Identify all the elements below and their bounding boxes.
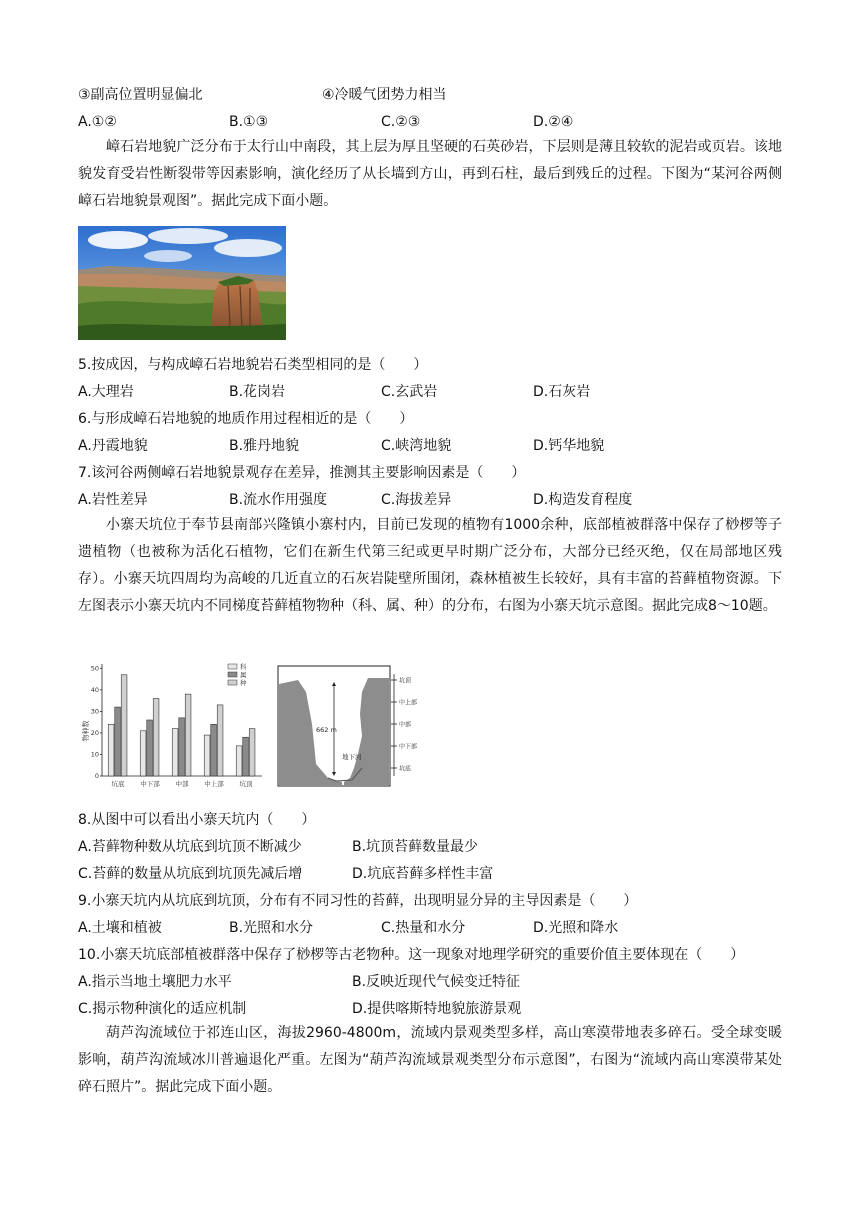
legend-label-科: 科 xyxy=(240,663,247,671)
q9-option-a: A.土壤和植被 xyxy=(78,920,162,936)
bar-科-坑顶 xyxy=(236,746,242,776)
moss-species-chart xyxy=(78,656,268,806)
q9-option-b: B.光照和水分 xyxy=(229,920,314,936)
q7-stem: 7.该河谷两侧嶂石岩地貌景观存在差异，推测其主要影响因素是（ ） xyxy=(78,465,526,481)
q6-option-a: A.丹霞地貌 xyxy=(78,438,148,454)
chart-y-tick-label: 20 xyxy=(90,728,99,737)
bar-科-中部 xyxy=(172,729,178,776)
bar-属-坑底 xyxy=(115,707,121,776)
q8-option-c: C.苔藓的数量从坑底到坑顶先减后增 xyxy=(78,866,303,882)
level-label: 中上部 xyxy=(399,699,418,707)
q9-stem: 9.小寨天坑内从坑底到坑顶，分布有不同习性的苔藓，出现明显分异的主导因素是（ ） xyxy=(78,893,638,909)
q8-stem: 8.从图中可以看出小寨天坑内（ ） xyxy=(78,812,316,828)
q5-option-c: C.玄武岩 xyxy=(381,384,438,400)
sinkhole-diagram xyxy=(276,664,426,794)
chart-y-tick-label: 30 xyxy=(90,707,99,716)
passage-zhangshiyan: 嶂石岩地貌广泛分布于太行山中南段，其上层为厚且坚硬的石英砂岩，下层则是薄且较软的泥岩或页岩。该地貌发育受岩性断裂带等因素影响，演化经历了从长墙到方山，再到石柱，最后到残丘的过程。下图为“某河谷两侧嶂石岩地貌景观图”。据此完成下面小题。 xyxy=(78,139,782,209)
q6-stem: 6.与形成嶂石岩地貌的地质作用过程相近的是（ ） xyxy=(78,411,414,427)
bar-种-中上部 xyxy=(217,705,223,776)
level-label: 中下部 xyxy=(399,743,418,751)
q5-option-d: D.石灰岩 xyxy=(533,384,591,400)
bar-属-坑顶 xyxy=(243,737,249,776)
legend-swatch-属 xyxy=(228,672,237,677)
level-label: 坑顶 xyxy=(399,677,412,685)
q6-option-d: D.钙华地貌 xyxy=(533,438,605,454)
q4-option-b: B.①③ xyxy=(229,114,269,130)
q8-option-a: A.苔藓物种数从坑底到坑顶不断减少 xyxy=(78,839,302,855)
q9-option-d: D.光照和降水 xyxy=(533,920,619,936)
q7-option-b: B.流水作用强度 xyxy=(229,492,328,508)
passage-xiaozhai: 小寨天坑位于奉节县南部兴隆镇小寨村内，目前已发现的植物有1000余种，底部植被群落中保存了桫椤等子遗植物（也被称为活化石植物，它们在新生代第三纪或更早时期广泛分布，大部分已经灭绝，仅在局部地区残存）。小寨天坑四周均为高峻的几近直立的石灰岩陡壁所围闭，森林植被生长较好，具有丰富的苔藓植物资源。下左图表示小寨天坑内不同梯度苔藓植物物种（科、属、种）的分布，右图为小寨天坑示意图。据此完成8～10题。 xyxy=(78,517,782,614)
bar-属-中上部 xyxy=(211,724,217,776)
q4-statement-4: ④冷暖气团势力相当 xyxy=(322,87,447,103)
bar-科-中上部 xyxy=(204,735,210,776)
q8-option-b: B.坑顶苔藓数量最少 xyxy=(352,839,479,855)
chart-x-tick-label: 坑顶 xyxy=(239,780,253,788)
bar-种-中部 xyxy=(185,694,191,776)
level-label: 中部 xyxy=(399,721,412,729)
q6-option-b: B.雅丹地貌 xyxy=(229,438,300,454)
chart-x-tick-label: 中下部 xyxy=(140,780,160,788)
legend-swatch-科 xyxy=(228,664,237,669)
bar-科-坑底 xyxy=(108,724,114,776)
chart-y-tick-label: 10 xyxy=(90,750,99,759)
q7-option-d: D.构造发育程度 xyxy=(533,492,633,508)
legend-swatch-种 xyxy=(228,680,237,685)
q5-option-a: A.大理岩 xyxy=(78,384,134,400)
q9-option-c: C.热量和水分 xyxy=(381,920,466,936)
q5-option-b: B.花岗岩 xyxy=(229,384,286,400)
bar-种-中下部 xyxy=(153,698,159,776)
landscape-photo xyxy=(78,226,286,340)
bar-属-中部 xyxy=(179,718,185,776)
q8-option-d: D.坑底苔藓多样性丰富 xyxy=(352,866,494,882)
q4-option-a: A.①② xyxy=(78,114,117,130)
q10-option-c: C.揭示物种演化的适应机制 xyxy=(78,1001,247,1017)
passage-huludou: 葫芦沟流域位于祁连山区，海拔2960-4800m，流域内景观类型多样，高山寒漠带地表多碎石。受全球变暖影响，葫芦沟流域冰川普遍退化严重。左图为“葫芦沟流域景观类型分布示意图”，右图为“流域内高山寒漠带某处碎石照片”。据此完成下面小题。 xyxy=(78,1025,782,1095)
chart-x-tick-label: 中部 xyxy=(175,780,189,788)
q10-option-d: D.提供喀斯特地貌旅游景观 xyxy=(352,1001,522,1017)
q4-option-d: D.②④ xyxy=(533,114,574,130)
chart-y-tick-label: 50 xyxy=(90,664,99,673)
bar-科-中下部 xyxy=(140,731,146,776)
chart-y-tick-label: 0 xyxy=(94,772,99,780)
chart-y-tick-label: 40 xyxy=(90,685,99,694)
river-label: 地下河 xyxy=(342,753,362,761)
legend-label-种: 种 xyxy=(240,679,247,687)
bar-属-中下部 xyxy=(147,720,153,776)
q5-stem: 5.按成因，与构成嶂石岩地貌岩石类型相同的是（ ） xyxy=(78,357,428,373)
q10-option-b: B.反映近现代气候变迁特征 xyxy=(352,974,521,990)
q4-option-c: C.②③ xyxy=(381,114,421,130)
q4-statement-3: ③副高位置明显偏北 xyxy=(78,87,203,103)
bar-种-坑顶 xyxy=(249,729,255,776)
q6-option-c: C.峡湾地貌 xyxy=(381,438,452,454)
legend-label-属: 属 xyxy=(240,671,247,679)
level-label: 坑底 xyxy=(399,765,412,773)
chart-ylabel: 物种数 xyxy=(82,720,90,742)
q10-stem: 10.小寨天坑底部植被群落中保存了桫椤等古老物种。这一现象对地理学研究的重要价值主要体现在（ ） xyxy=(78,947,745,963)
chart-x-tick-label: 坑底 xyxy=(111,780,125,788)
q10-option-a: A.指示当地土壤肥力水平 xyxy=(78,974,232,990)
bar-种-坑底 xyxy=(121,675,127,776)
depth-label: 662 m xyxy=(316,726,337,734)
q7-option-c: C.海拔差异 xyxy=(381,492,452,508)
chart-x-tick-label: 中上部 xyxy=(204,780,224,788)
q7-option-a: A.岩性差异 xyxy=(78,492,148,508)
